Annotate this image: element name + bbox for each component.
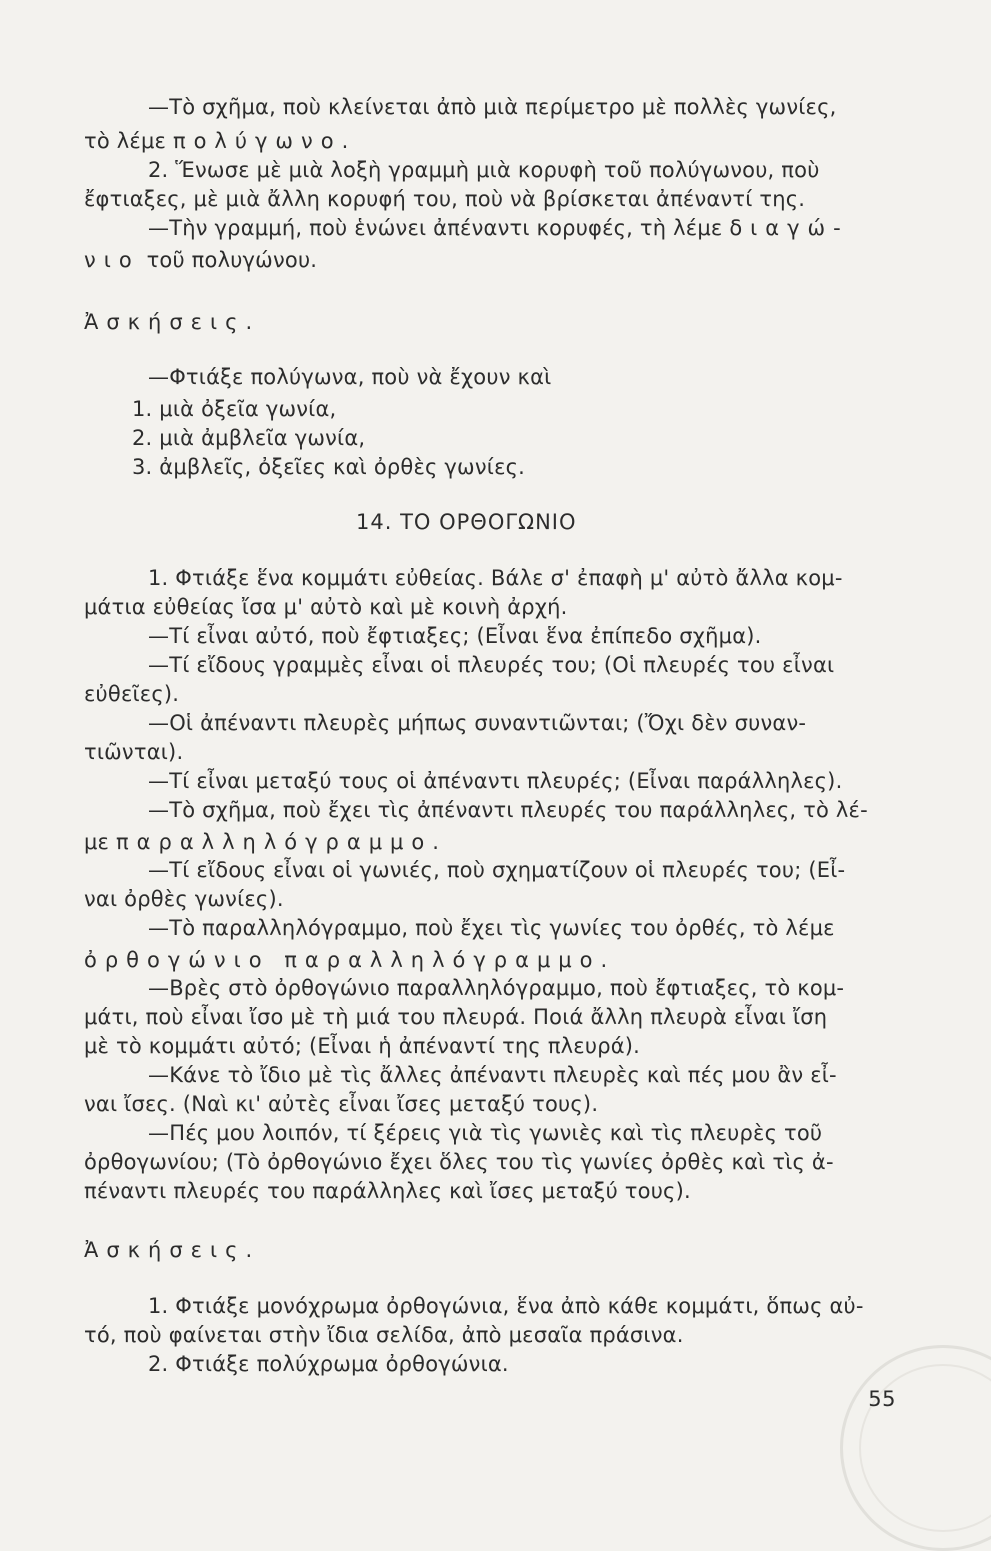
text-line: τιῶνται). — [84, 740, 184, 764]
exercises-heading: Ἀσκήσεις. — [84, 310, 261, 334]
text-line: —Τὸ σχῆμα, ποὺ κλείνεται ἀπὸ μιὰ περίμετρο μὲ πολλὲς γωνίες, — [148, 95, 837, 119]
text-line: —Τί εἶναι μεταξύ τους οἱ ἀπέναντι πλευρές; (Εἶναι παράλληλες). — [148, 769, 843, 793]
text-line: —Πές μου λοιπόν, τί ξέρεις γιὰ τὶς γωνιὲς καὶ τὶς πλευρὲς τοῦ — [148, 1121, 823, 1145]
text-line: —Τὴν γραμμή, ποὺ ἑνώνει ἀπέναντι κορυφές, τὴ λέμε διαγώ- — [148, 216, 849, 240]
text-line: εὐθεῖες). — [84, 682, 180, 706]
text-line: —Φτιάξε πολύγωνα, ποὺ νὰ ἔχουν καὶ — [148, 365, 552, 389]
exercises-heading: Ἀσκήσεις. — [84, 1238, 261, 1262]
spaced-term: διαγώ- — [729, 216, 849, 240]
text-line: 1. Φτιάξε ἕνα κομμάτι εὐθείας. Βάλε σ' ἐπαφὴ μ' αὐτὸ ἄλλα κομ- — [148, 566, 843, 590]
text-line: —Κάνε τὸ ἴδιο μὲ τὶς ἄλλες ἀπέναντι πλευρὲς καὶ πές μου ἂν εἶ- — [148, 1063, 837, 1087]
list-item: 1. μιὰ ὀξεῖα γωνία, — [132, 397, 337, 421]
text-line: —Τί εἶναι αὐτό, ποὺ ἔφτιαξες; (Εἶναι ἕνα ἐπίπεδο σχῆμα). — [148, 624, 762, 648]
library-stamp — [840, 1345, 991, 1551]
spaced-term: ὀρθογώνιο παραλληλόγραμμο. — [84, 948, 616, 972]
text-line: —Τί εἴδους γραμμὲς εἶναι οἱ πλευρές του; (Οἱ πλευρές του εἶναι — [148, 653, 835, 677]
text-line: —Τὸ παραλληλόγραμμο, ποὺ ἔχει τὶς γωνίες του ὀρθές, τὸ λέμε — [148, 916, 835, 940]
text-line: ναι ἴσες. (Ναὶ κι' αὐτὲς εἶναι ἴσες μεταξύ τους). — [84, 1092, 599, 1116]
list-item: 3. ἀμβλεῖς, ὀξεῖες καὶ ὀρθὲς γωνίες. — [132, 455, 526, 479]
text-line: 2. Ἕνωσε μὲ μιὰ λοξὴ γραμμὴ μιὰ κορυφὴ τοῦ πολύγωνου, ποὺ — [148, 158, 820, 182]
list-item: 2. Φτιάξε πολύχρωμα ὀρθογώνια. — [148, 1352, 509, 1376]
text-line: μάτια εὐθείας ἴσα μ' αὐτὸ καὶ μὲ κοινὴ ἀρχή. — [84, 595, 568, 619]
text-line: ναι ὀρθὲς γωνίες). — [84, 887, 284, 911]
text-line: πέναντι πλευρές του παράλληλες καὶ ἴσες μεταξύ τους). — [84, 1179, 691, 1203]
text-line: —Τί εἴδους εἶναι οἱ γωνιές, ποὺ σχηματίζουν οἱ πλευρές του; (Εἶ- — [148, 858, 846, 882]
text-line: ἔφτιαξες, μὲ μιὰ ἄλλη κορυφή του, ποὺ νὰ βρίσκεται ἀπέναντί της. — [84, 187, 806, 211]
spaced-term: πολύγωνο. — [172, 129, 357, 153]
text-line: ὀρθογωνίου; (Τὸ ὀρθογώνιο ἔχει ὅλες του τὶς γωνίες ὀρθὲς καὶ τὶς ἀ- — [84, 1150, 834, 1174]
text-line: μάτι, ποὺ εἶναι ἴσο μὲ τὴ μιά του πλευρά. Ποιά ἄλλη πλευρὰ εἶναι ἴση — [84, 1005, 828, 1029]
list-item: 1. Φτιάξε μονόχρωμα ὀρθογώνια, ἕνα ἀπὸ κάθε κομμάτι, ὅπως αὐ- — [148, 1294, 864, 1318]
section-title: 14. ΤΟ ΟΡΘΟΓΩΝΙΟ — [356, 510, 577, 534]
text-line: νιο τοῦ πολυγώνου. — [84, 248, 318, 272]
text-line: μὲ τὸ κομμάτι αὐτό; (Εἶναι ἡ ἀπέναντί της πλευρά). — [84, 1034, 641, 1058]
spaced-term: νιο — [84, 248, 140, 272]
text-line: —Βρὲς στὸ ὀρθογώνιο παραλληλόγραμμο, ποὺ ἔφτιαξες, τὸ κομ- — [148, 976, 845, 1000]
text-line: με παραλληλόγραμμο. — [84, 830, 447, 854]
text-line: —Οἱ ἀπέναντι πλευρὲς μήπως συναντιῶνται; (Ὄχι δὲν συναν- — [148, 711, 807, 735]
text-line: —Τὸ σχῆμα, ποὺ ἔχει τὶς ἀπέναντι πλευρές του παράλληλες, τὸ λέ- — [148, 798, 868, 822]
text-line: τὸ λέμε πολύγωνο. — [84, 129, 357, 153]
text-line — [84, 950, 615, 971]
list-item: 2. μιὰ ἀμβλεῖα γωνία, — [132, 426, 366, 450]
spaced-term: παραλληλόγραμμο. — [116, 830, 447, 854]
page-number: 55 — [868, 1387, 896, 1411]
text-line: τό, ποὺ φαίνεται στὴν ἴδια σελίδα, ἀπὸ μεσαῖα πράσινα. — [84, 1323, 684, 1347]
